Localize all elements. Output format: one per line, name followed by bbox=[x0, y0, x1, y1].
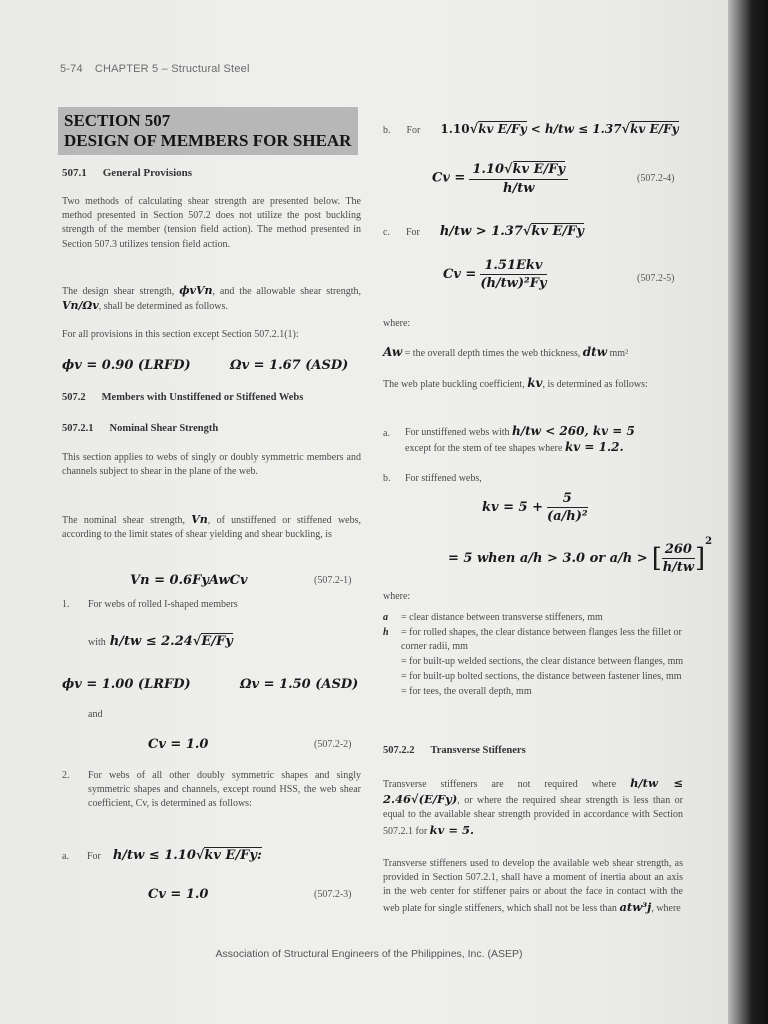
definition-item bbox=[383, 611, 685, 625]
where-label: where: bbox=[383, 591, 411, 602]
item-stiffened: For stiffened webs, bbox=[405, 473, 482, 484]
equation-number: (507.2-5) bbox=[637, 273, 675, 284]
equation-number: (507.2-4) bbox=[637, 173, 675, 184]
paragraph-design-strength: The design shear strength, ϕvVn, and the allowable shear strength, Vn/Ωv, shall be determined as follows. bbox=[62, 284, 361, 313]
condition-with: with h/tw ≤ 2.24√E/Fy bbox=[88, 634, 233, 649]
page-footer: Association of Structural Engineers of the Philippines, Inc. (ASEP) bbox=[215, 948, 523, 960]
equation-number: (507.2-1) bbox=[314, 575, 352, 586]
running-header bbox=[60, 63, 250, 75]
section-title: DESIGN OF MEMBERS FOR SHEAR bbox=[64, 131, 352, 150]
equation-phi-100: ϕv = 1.00 (LRFD) bbox=[62, 677, 191, 692]
condition-b: b. For 1.10√kv E/Fy < h/tw ≤ 1.37√kv E/Fy bbox=[383, 122, 679, 137]
item-number: 1. bbox=[62, 599, 70, 610]
definition-symbol bbox=[383, 655, 401, 669]
equation-kv: kv = 5 + $\frac{5}{\text{(a/h)²}}$ bbox=[482, 491, 588, 524]
equation-cv-1-b: Cv = 1.0 bbox=[148, 887, 209, 902]
section-number: SECTION 507 bbox=[64, 111, 171, 130]
paragraph-stiffeners-not-required: Transverse stiffeners are not required where h/tw ≤ 2.46√(E/Fy), or where the required shear strength is less than or equal to the available shear strength provided in accordance with Section 507.2.1 for kv = 5. bbox=[383, 776, 683, 837]
equation-number: (507.2-2) bbox=[314, 739, 352, 750]
paragraph-all-provisions: For all provisions in this section except Section 507.2.1(1): bbox=[62, 329, 299, 340]
item-rolled-shapes: For webs of rolled I-shaped members bbox=[88, 599, 238, 610]
word-and: and bbox=[88, 709, 103, 720]
paragraph-stiffener-moment: Transverse stiffeners used to develop the available web shear strength, as provided in Section 507.2.1, shall have a moment of inertia about an axis in the web center for stiffener pairs or about the face in contact with the web plate for single stiffeners, which shall not be less than atw³j, where bbox=[383, 858, 683, 914]
equation-kv-when: = 5 when a/h > 3.0 or a/h > [ $\frac{260}{h/tw}$ ]$^2$ bbox=[448, 536, 713, 575]
equation-cv-1: Cv = 1.0 bbox=[148, 737, 209, 752]
equation-vn: Vn = 0.6FyAwCv bbox=[130, 573, 248, 588]
equation-cv-frac-2: Cv = $\frac{\text{1.51Ekv}}{\text{(h/tw)²Fy}}$ bbox=[443, 258, 547, 291]
section-heading bbox=[58, 107, 358, 155]
heading-507-2-1: 507.2.1 Nominal Shear Strength bbox=[62, 423, 219, 434]
definition-item bbox=[383, 670, 685, 684]
page-number: 5-74 bbox=[60, 63, 83, 75]
heading-507-1: 507.1 General Provisions bbox=[62, 167, 193, 179]
item-number: 2. bbox=[62, 770, 70, 781]
paragraph-applies: This section applies to webs of singly or doubly symmetric members and channels subject to shear in the plane of the web. bbox=[62, 452, 361, 478]
chapter-title: CHAPTER 5 – Structural Steel bbox=[94, 63, 250, 75]
equation-number: (507.2-3) bbox=[314, 889, 352, 900]
paragraph-methods: Two methods of calculating shear strength are presented below. The method presented in Section 507.2 does not utilize the post buckling strength of the member (tension field action). The method presented in Section 507.3 utilizes tension field action. bbox=[62, 196, 361, 250]
definition-item bbox=[383, 655, 685, 669]
item-label: a. bbox=[383, 428, 390, 439]
definition-symbol: a bbox=[383, 612, 388, 623]
condition-c: c. For h/tw > 1.37√kv E/Fy bbox=[383, 224, 584, 239]
definition-item bbox=[383, 685, 685, 699]
equation-cv-frac-1: Cv = $\frac{\text{1.10√kv E/Fy}}{h/tw}$ bbox=[432, 160, 568, 196]
definition-text: = for built-up welded sections, the clear distance between flanges, mm bbox=[401, 656, 684, 667]
definition-symbol bbox=[383, 670, 401, 684]
definition-text: = clear distance between transverse stiffeners, mm bbox=[401, 612, 603, 623]
item-unstiffened: For unstiffened webs with h/tw < 260, kv = 5 except for the stem of tee shapes where kv = 1.2. bbox=[405, 424, 635, 455]
definition-text: = for tees, the overall depth, mm bbox=[401, 686, 532, 697]
where-label: where: bbox=[383, 318, 411, 329]
definition-text: = for built-up bolted sections, the distance between fastener lines, mm bbox=[401, 671, 682, 682]
paragraph-kv: The web plate buckling coefficient, kv, is determined as follows: bbox=[383, 376, 648, 390]
heading-507-2: 507.2 Members with Unstiffened or Stiffened Webs bbox=[62, 392, 304, 403]
paragraph-nominal-shear: The nominal shear strength, Vn, of unstiffened or stiffened webs, according to the limit states of shear yielding and shear buckling, is bbox=[62, 513, 361, 541]
definition-text: = for rolled shapes, the clear distance between flanges less the fillet or corner radii, mm bbox=[401, 627, 682, 652]
heading-507-2-2: 507.2.2 Transverse Stiffeners bbox=[383, 745, 526, 756]
item-label: b. bbox=[383, 473, 391, 484]
definition-list bbox=[383, 611, 685, 700]
condition-a: a. For h/tw ≤ 1.10√kv E/Fy: bbox=[62, 848, 262, 863]
equation-omega-150: Ωv = 1.50 (ASD) bbox=[240, 677, 359, 692]
definition-symbol: h bbox=[383, 627, 389, 638]
book-spine-shadow bbox=[728, 0, 768, 1024]
equation-phi-090: ϕv = 0.90 (LRFD) bbox=[62, 358, 191, 373]
definition-symbol bbox=[383, 685, 401, 699]
definition-aw: Aw = the overall depth times the web thickness, dtw mm² bbox=[383, 345, 629, 359]
item-other-shapes: For webs of all other doubly symmetric shapes and singly symmetric shapes and channels, except round HSS, the web shear coefficient, Cv, is determined as follows: bbox=[88, 770, 361, 810]
definition-item bbox=[383, 626, 685, 654]
equation-omega-167: Ωv = 1.67 (ASD) bbox=[230, 358, 349, 373]
